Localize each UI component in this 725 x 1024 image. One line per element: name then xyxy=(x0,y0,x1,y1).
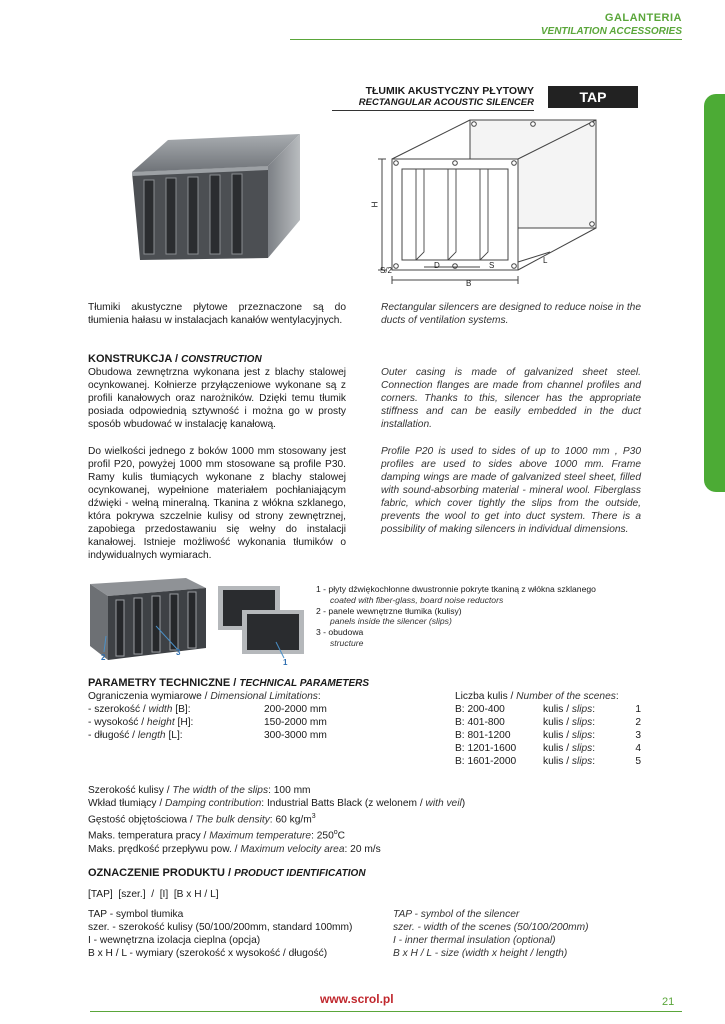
section-side-tab xyxy=(704,94,725,492)
dimension-drawing xyxy=(368,112,604,292)
list-item: szer. - width of the scenes (50/100/200mm) xyxy=(393,922,589,933)
param-en: The width of the slips xyxy=(172,785,269,796)
exploded-legend xyxy=(316,584,656,649)
param-en: Damping contribution xyxy=(165,798,262,809)
table-row xyxy=(455,703,641,716)
params-heading-en: TECHNICAL PARAMETERS xyxy=(239,678,370,689)
label-s: S xyxy=(489,261,495,270)
table-row xyxy=(455,716,641,729)
list-item: I - inner thermal insulation (optional) xyxy=(393,935,556,946)
scene-pl: kulis / xyxy=(543,730,570,741)
identification-heading-pl: OZNACZENIE PRODUKTU / xyxy=(88,867,231,879)
param-value: : Industrial Batts Black (z welonem / xyxy=(261,798,423,809)
scene-count: 4 xyxy=(635,743,641,754)
dim-sym: [B]: xyxy=(175,704,191,715)
scene-en: slips xyxy=(571,704,593,715)
list-item: TAP - symbol of the silencer xyxy=(393,909,520,920)
exploded-view-photo xyxy=(86,574,308,670)
scene-count: 3 xyxy=(635,730,641,741)
scene-en: slips xyxy=(571,717,593,728)
limits-pl: Ograniczenia wymiarowe / xyxy=(88,691,208,702)
param-pl: Maks. prędkość przepływu pow. / xyxy=(88,843,238,855)
legend-item-3 xyxy=(316,627,656,649)
product-code-badge: TAP xyxy=(548,86,638,108)
list-item: TAP - symbol tłumika xyxy=(88,909,184,920)
footer-url-link[interactable]: www.scrol.pl xyxy=(320,992,394,1006)
scene-colon: : xyxy=(592,717,596,728)
scenes-en: Number of the scenes xyxy=(516,691,616,702)
param-tail: C xyxy=(337,830,346,842)
dim-value: 300-3000 mm xyxy=(264,730,327,741)
dim-en: length xyxy=(137,730,166,741)
scene-pl: kulis / xyxy=(543,717,570,728)
legend-1-en: coated with fiber-glass, board noise reductors xyxy=(330,594,504,605)
intro-en: Rectangular silencers are designed to reduce noise in the ducts of ventilation systems. xyxy=(381,302,641,326)
silencer-photo xyxy=(118,120,318,278)
param-value: : 60 kg/m xyxy=(269,814,312,826)
list-item: B x H / L - size (width x height / length) xyxy=(393,948,568,959)
header-title: GALANTERIA xyxy=(604,12,682,24)
param-en: The bulk density xyxy=(195,814,270,826)
limits-label xyxy=(88,690,388,703)
scene-colon: : xyxy=(592,743,596,754)
param-pl: Szerokość kulisy / xyxy=(88,785,170,796)
label-s2: S/2 xyxy=(380,266,393,275)
dim-pl: - szerokość / xyxy=(88,704,146,715)
param-tail: ) xyxy=(461,798,466,809)
param-temperature xyxy=(88,826,648,842)
construction-en-1: Outer casing is made of galvanized sheet steel. Connection flanges are made from channel profiles and corners. Thanks to this, silencer has the appropriate stiffness and can be easily embedded in the duct installation. xyxy=(381,367,641,430)
dimension-limits xyxy=(88,690,388,742)
param-density xyxy=(88,810,648,826)
dim-value: 200-2000 mm xyxy=(264,704,327,715)
dim-pl: - długość / xyxy=(88,730,135,741)
scene-en: slips xyxy=(571,743,593,754)
list-item: B x H / L - wymiary (szerokość x wysokość / długość) xyxy=(88,948,328,959)
construction-en-2: Profile P20 is used to sides of up to 1000 mm , P30 profiles are used to sides above 1000 mm. Frame damping wings are made of galvanized steel sheet, filled with sound-absorbing material - mineral wool. Fiberglass fabric, which cover tightly the slips from the outside, prevents the wool to get into duct system. There is a possibility of making silencers in individual dimensions. xyxy=(381,446,641,535)
scene-count: 2 xyxy=(635,717,641,728)
product-title-en: RECTANGULAR ACOUSTIC SILENCER xyxy=(358,97,534,108)
param-damping xyxy=(88,797,648,810)
param-sup: o xyxy=(333,829,338,837)
table-row xyxy=(455,742,641,755)
list-item: szer. - szerokość kulisy (50/100/200mm, standard 100mm) xyxy=(88,922,353,933)
construction-pl-1: Obudowa zewnętrzna wykonana jest z blachy stalowej ocynkowanej. Kołnierze przyłączeniowe wykonane są z profili kanałowych oraz narożników. Dzięki temu tłumik posiada odpowiednią sztywność i można go w prosty sposób wbudować w instalację kanałową. xyxy=(88,367,346,430)
params-heading-pl: PARAMETRY TECHNICZNE / xyxy=(88,677,237,689)
scenes-table xyxy=(455,703,641,768)
scenes-pl: Liczba kulis / xyxy=(455,691,514,702)
scene-range: B: 401-800 xyxy=(455,717,505,728)
dim-sym: [H]: xyxy=(177,717,194,728)
scene-colon: : xyxy=(592,756,596,767)
param-slip-width xyxy=(88,784,648,797)
limits-en: Dimensional Limitations xyxy=(210,691,318,702)
scene-en: slips xyxy=(571,730,593,741)
scene-en: slips xyxy=(571,756,593,767)
extra-params xyxy=(88,784,648,856)
param-en2: with veil xyxy=(425,798,462,809)
identification-heading xyxy=(88,867,366,879)
marker-3: 3 xyxy=(176,648,181,657)
list-item: I - wewnętrzna izolacja cieplna (opcja) xyxy=(88,935,261,946)
header-divider xyxy=(290,39,682,40)
table-row xyxy=(455,729,641,742)
legend-item-2 xyxy=(316,606,656,628)
page-number: 21 xyxy=(662,996,675,1008)
dim-sym: [L]: xyxy=(168,730,183,741)
marker-1: 1 xyxy=(283,658,288,667)
footer-divider xyxy=(90,1011,682,1012)
dim-pl: - wysokość / xyxy=(88,717,145,728)
legend-2-pl: 2 - panele wewnętrzne tłumika (kulisy) xyxy=(316,605,462,616)
legend-item-1 xyxy=(316,584,656,606)
scene-colon: : xyxy=(592,704,596,715)
legend-1-pl: 1 - płyty dźwiękochłonne dwustronnie pokryte tkaniną z włókna szklanego xyxy=(316,584,596,594)
dim-en: width xyxy=(148,704,173,715)
param-value: : 100 mm xyxy=(268,785,311,796)
scene-count: 1 xyxy=(635,704,641,715)
params-heading xyxy=(88,677,369,689)
param-value: : 250 xyxy=(311,830,334,842)
intro-pl: Tłumiki akustyczne płytowe przeznaczone są do tłumienia hałasu w instalacjach kanałów wentylacyjnych. xyxy=(88,302,346,326)
title-underline xyxy=(332,110,534,111)
product-title-pl: TŁUMIK AKUSTYCZNY PŁYTOWY xyxy=(365,85,534,97)
scene-range: B: 1201-1600 xyxy=(455,743,517,754)
table-row xyxy=(88,716,327,729)
param-pl: Wkład tłumiący / xyxy=(88,798,163,809)
header-subtitle: VENTILATION ACCESSORIES xyxy=(540,26,682,37)
identification-pl xyxy=(88,908,388,960)
param-pl: Maks. temperatura pracy / xyxy=(88,830,207,842)
label-b: B xyxy=(466,279,472,288)
identification-en xyxy=(393,908,653,960)
param-en: Maximum temperature xyxy=(209,830,312,842)
param-en: Maximum velocity area xyxy=(240,843,345,855)
scenes-label xyxy=(455,690,641,703)
scene-pl: kulis / xyxy=(543,704,570,715)
construction-heading xyxy=(88,353,262,365)
scenes-colon: : xyxy=(615,691,619,702)
legend-3-en: structure xyxy=(330,637,364,648)
label-h: H xyxy=(370,201,380,208)
legend-2-en: panels inside the silencer (slips) xyxy=(330,616,452,627)
param-velocity xyxy=(88,843,648,856)
scene-range: B: 801-1200 xyxy=(455,730,511,741)
limits-colon: : xyxy=(317,691,321,702)
scene-pl: kulis / xyxy=(543,743,570,754)
dim-value: 150-2000 mm xyxy=(264,717,327,728)
scene-range: B: 1601-2000 xyxy=(455,756,517,767)
param-pl: Gęstość objętościowa / xyxy=(88,814,193,826)
table-row xyxy=(455,755,641,768)
scene-range: B: 200-400 xyxy=(455,704,505,715)
legend-3-pl: 3 - obudowa xyxy=(316,627,364,638)
scene-pl: kulis / xyxy=(543,756,570,767)
table-row xyxy=(88,703,327,716)
construction-pl-2: Do wielkości jednego z boków 1000 mm stosowany jest profil P20, powyżej 1000 mm stosowane są profile P30. Ramy kulis tłumiących wykonane z blachy stalowej ocynkowanej, wypełnione materiałem pochłaniającym dźwięki - wełną mineralną. Tkanina z włókna szklanego, która pokrywa szczelnie kulisy od strony zewnętrznej, zapobiega przedostawaniu się wełny do instalacji kanałowej. Istnieje możliwość wykonania tłumików o indywidualnych wymiarach. xyxy=(88,446,346,561)
dim-en: height xyxy=(146,717,175,728)
marker-2: 2 xyxy=(101,653,106,662)
scene-count: 5 xyxy=(635,756,641,767)
table-row xyxy=(88,729,327,742)
scene-colon: : xyxy=(592,730,596,741)
scenes-block xyxy=(455,690,641,768)
dimension-table xyxy=(88,703,327,742)
identification-heading-en: PRODUCT IDENTIFICATION xyxy=(234,868,366,879)
param-sup: 3 xyxy=(311,813,316,820)
label-d: D xyxy=(434,261,440,270)
construction-heading-pl: KONSTRUKCJA / xyxy=(88,353,179,365)
construction-heading-en: CONSTRUCTION xyxy=(181,354,262,365)
identification-code: [TAP] [szer.] / [I] [B x H / L] xyxy=(88,889,219,900)
label-l: L xyxy=(543,256,548,265)
param-value: : 20 m/s xyxy=(344,843,381,855)
